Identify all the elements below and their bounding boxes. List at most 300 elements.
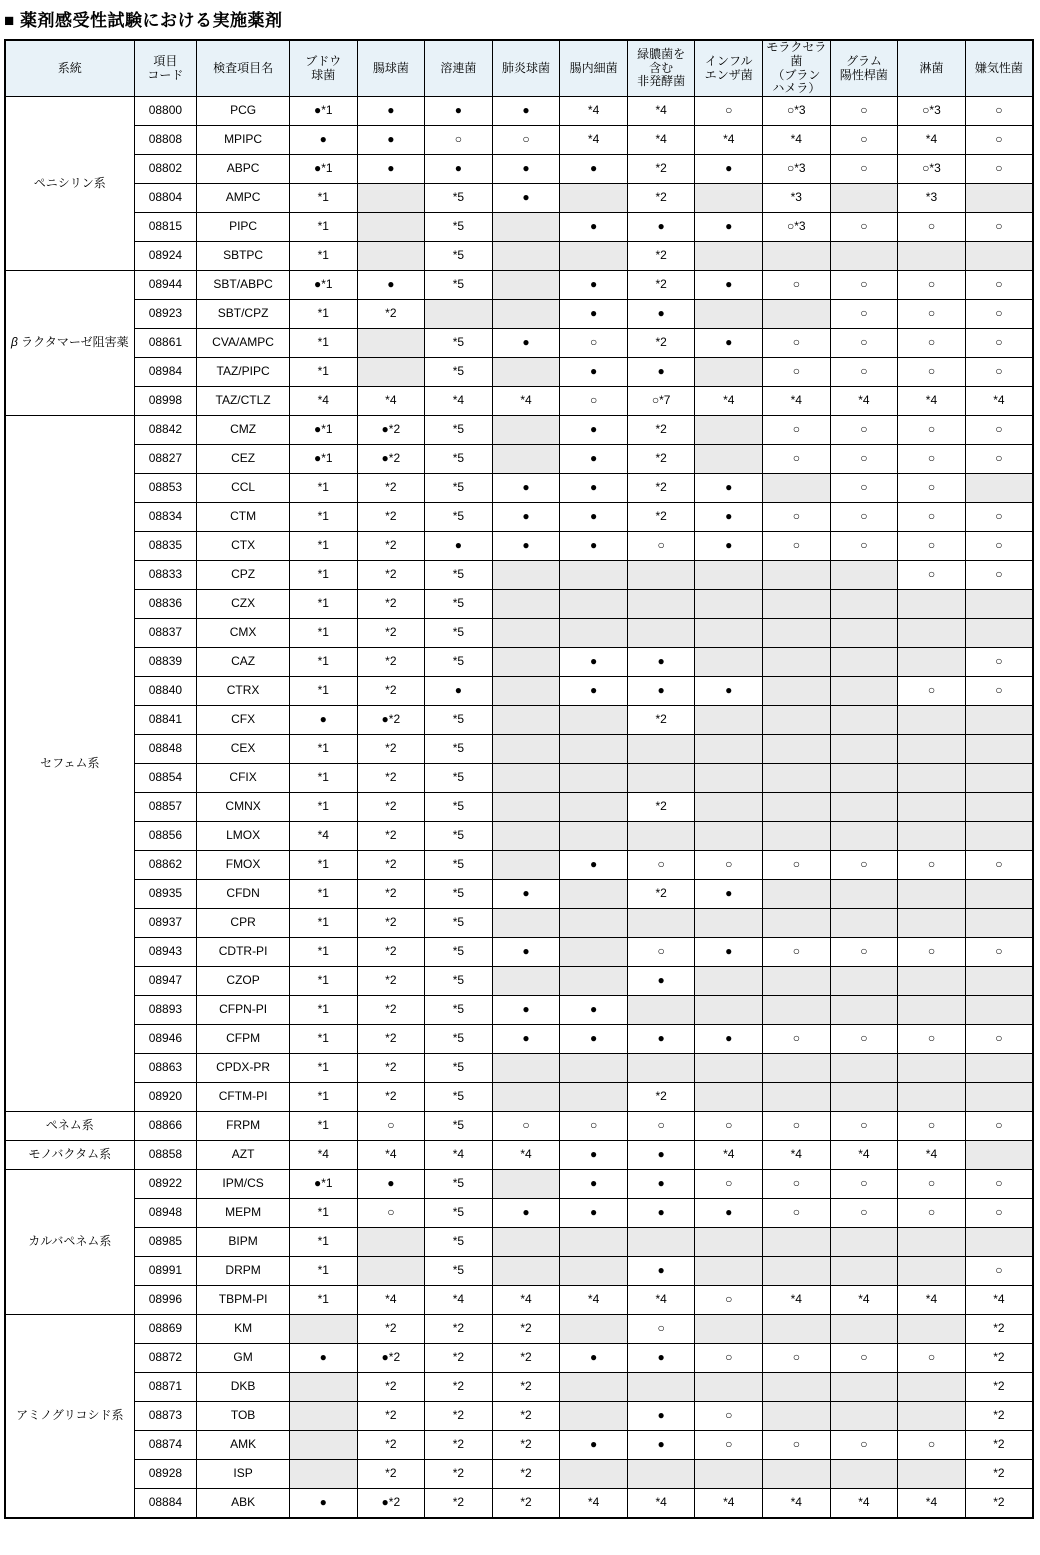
cell-value: *2 (357, 648, 425, 677)
cell-value: *4 (898, 1489, 966, 1518)
cell-value (695, 416, 763, 445)
cell-value: ○ (898, 1431, 966, 1460)
cell-value (898, 1257, 966, 1286)
cell-value: ● (492, 184, 560, 213)
table-row (5, 126, 1033, 155)
cell-value: *1 (289, 561, 357, 590)
cell-value: *4 (289, 387, 357, 416)
cell-value (492, 648, 560, 677)
cell-value: ○ (965, 213, 1033, 242)
cell-value: *5 (425, 561, 493, 590)
cell-value: *2 (965, 1402, 1033, 1431)
cell-item-code: 08858 (134, 1141, 197, 1170)
cell-value (560, 590, 628, 619)
cell-value (627, 735, 695, 764)
cell-value: *4 (695, 1489, 763, 1518)
cell-value (763, 793, 831, 822)
cell-value (830, 1257, 898, 1286)
cell-item-code: 08984 (134, 358, 197, 387)
cell-value: ● (695, 880, 763, 909)
cell-value: ○ (627, 938, 695, 967)
cell-value (763, 300, 831, 329)
cell-value (492, 561, 560, 590)
cell-item-code: 08884 (134, 1489, 197, 1518)
cell-value (830, 1402, 898, 1431)
cell-value (695, 1083, 763, 1112)
cell-value (695, 735, 763, 764)
column-header-enterococcus: 腸球菌 (357, 40, 425, 97)
table-row (5, 1344, 1033, 1373)
cell-value: ● (560, 1199, 628, 1228)
cell-value (830, 909, 898, 938)
cell-value: *4 (763, 1141, 831, 1170)
cell-test-name: IPM/CS (197, 1170, 290, 1199)
cell-item-code: 08804 (134, 184, 197, 213)
cell-value: *1 (289, 996, 357, 1025)
cell-value (357, 358, 425, 387)
cell-item-code: 08866 (134, 1112, 197, 1141)
cell-value: ● (289, 1489, 357, 1518)
cell-value: ●*2 (357, 416, 425, 445)
cell-value: *2 (627, 184, 695, 213)
cell-value (898, 242, 966, 271)
cell-value: *4 (560, 97, 628, 126)
cell-value (492, 1228, 560, 1257)
table-row (5, 1402, 1033, 1431)
cell-value (898, 1054, 966, 1083)
cell-value (492, 1170, 560, 1199)
cell-value: *1 (289, 851, 357, 880)
cell-value: *4 (627, 97, 695, 126)
cell-item-code: 08948 (134, 1199, 197, 1228)
cell-value: *1 (289, 677, 357, 706)
cell-value (357, 184, 425, 213)
cell-value: *5 (425, 706, 493, 735)
cell-value (965, 909, 1033, 938)
cell-value: ○ (763, 532, 831, 561)
cell-value: *2 (357, 1431, 425, 1460)
cell-value: *2 (357, 880, 425, 909)
cell-value: *2 (627, 445, 695, 474)
cell-value: ○ (965, 1257, 1033, 1286)
column-header-pseudomonas: 緑膿菌を 含む 非発酵菌 (627, 40, 695, 97)
cell-value (965, 1083, 1033, 1112)
table-row (5, 938, 1033, 967)
cell-value: ○ (898, 358, 966, 387)
cell-value: ○ (965, 329, 1033, 358)
cell-value: ○ (763, 271, 831, 300)
table-row (5, 1170, 1033, 1199)
cell-value: ○ (898, 416, 966, 445)
cell-value: *2 (357, 1373, 425, 1402)
cell-item-code: 08837 (134, 619, 197, 648)
cell-value: *4 (560, 1489, 628, 1518)
cell-value: *5 (425, 590, 493, 619)
cell-value: ○ (830, 474, 898, 503)
cell-value (695, 793, 763, 822)
cell-value: ○ (830, 300, 898, 329)
cell-value: *1 (289, 474, 357, 503)
cell-value: *5 (425, 938, 493, 967)
cell-test-name: CZX (197, 590, 290, 619)
cell-value (492, 271, 560, 300)
cell-value: ○ (560, 1112, 628, 1141)
cell-value: *5 (425, 619, 493, 648)
cell-value: ● (627, 1431, 695, 1460)
cell-value (492, 1054, 560, 1083)
cell-value (965, 1054, 1033, 1083)
cell-value: ●*2 (357, 706, 425, 735)
cell-test-name: SBT/CPZ (197, 300, 290, 329)
cell-value: ○ (898, 1170, 966, 1199)
cell-item-code: 08841 (134, 706, 197, 735)
cell-item-code: 08923 (134, 300, 197, 329)
cell-value: ○ (965, 1199, 1033, 1228)
cell-value (560, 1083, 628, 1112)
cell-value: ● (695, 213, 763, 242)
cell-value (695, 1228, 763, 1257)
cell-item-code: 08839 (134, 648, 197, 677)
cell-value: ○*3 (898, 155, 966, 184)
cell-value (763, 764, 831, 793)
cell-value: *2 (425, 1315, 493, 1344)
cell-value: ○ (898, 300, 966, 329)
cell-value: ○ (965, 1112, 1033, 1141)
cell-value (763, 1054, 831, 1083)
cell-value (763, 677, 831, 706)
cell-value: ○ (627, 1315, 695, 1344)
cell-value: ○ (898, 445, 966, 474)
cell-value: *4 (357, 1286, 425, 1315)
cell-value: *2 (357, 561, 425, 590)
cell-value (898, 735, 966, 764)
cell-value: ○ (830, 1112, 898, 1141)
cell-value (627, 619, 695, 648)
cell-value: ●*2 (357, 445, 425, 474)
cell-value: *2 (357, 909, 425, 938)
cell-value: ○ (627, 532, 695, 561)
cell-value: ● (695, 1025, 763, 1054)
cell-value (492, 213, 560, 242)
cell-item-code: 08815 (134, 213, 197, 242)
cell-value: *4 (357, 1141, 425, 1170)
table-row (5, 619, 1033, 648)
cell-test-name: CVA/AMPC (197, 329, 290, 358)
cell-value: ○ (830, 532, 898, 561)
cell-value (763, 1460, 831, 1489)
cell-value (492, 909, 560, 938)
cell-value (763, 706, 831, 735)
cell-value: *4 (830, 1489, 898, 1518)
cell-value: *2 (965, 1489, 1033, 1518)
cell-test-name: CCL (197, 474, 290, 503)
table-row (5, 1315, 1033, 1344)
cell-value (898, 1402, 966, 1431)
cell-value (965, 1141, 1033, 1170)
cell-value: *5 (425, 793, 493, 822)
cell-value: ● (695, 271, 763, 300)
cell-value (695, 909, 763, 938)
column-header-streptococcus: 溶連菌 (425, 40, 493, 97)
cell-value: *2 (425, 1460, 493, 1489)
cell-value (763, 1083, 831, 1112)
table-row (5, 1112, 1033, 1141)
cell-value: *5 (425, 213, 493, 242)
cell-value: *4 (763, 1489, 831, 1518)
cell-value (763, 1228, 831, 1257)
cell-value: *4 (289, 822, 357, 851)
cell-value (830, 1373, 898, 1402)
cell-value (695, 706, 763, 735)
cell-value: *1 (289, 938, 357, 967)
cell-value: *2 (357, 938, 425, 967)
cell-test-name: TAZ/PIPC (197, 358, 290, 387)
cell-value: ○ (492, 126, 560, 155)
cell-value: *2 (357, 590, 425, 619)
cell-value (830, 1083, 898, 1112)
cell-value: *1 (289, 735, 357, 764)
cell-test-name: CFDN (197, 880, 290, 909)
cell-value: *2 (357, 793, 425, 822)
cell-test-name: PCG (197, 97, 290, 126)
cell-value (695, 619, 763, 648)
column-header-haemophilus: インフル エンザ菌 (695, 40, 763, 97)
cell-value: ●*1 (289, 271, 357, 300)
cell-value: ○ (560, 329, 628, 358)
cell-value: *5 (425, 880, 493, 909)
cell-value: ○ (695, 1170, 763, 1199)
cell-system: カルバペネム系 (5, 1170, 134, 1315)
table-row (5, 706, 1033, 735)
cell-value: ● (627, 1170, 695, 1199)
cell-test-name: AMPC (197, 184, 290, 213)
cell-item-code: 08862 (134, 851, 197, 880)
cell-value (830, 561, 898, 590)
cell-value (560, 619, 628, 648)
cell-value (627, 1460, 695, 1489)
cell-value (492, 851, 560, 880)
cell-value: ○ (695, 97, 763, 126)
cell-value: *5 (425, 503, 493, 532)
cell-value (627, 996, 695, 1025)
column-header-anaerobes: 嫌気性菌 (965, 40, 1033, 97)
cell-value: ● (492, 938, 560, 967)
column-header-code: 項目 コード (134, 40, 197, 97)
cell-value: ● (492, 880, 560, 909)
cell-value: *2 (627, 416, 695, 445)
cell-item-code: 08800 (134, 97, 197, 126)
cell-value: *4 (763, 387, 831, 416)
table-row (5, 1083, 1033, 1112)
table-row (5, 648, 1033, 677)
cell-value (763, 822, 831, 851)
cell-value: *1 (289, 1083, 357, 1112)
cell-test-name: DKB (197, 1373, 290, 1402)
cell-value: ●*2 (357, 1489, 425, 1518)
cell-value: ● (695, 329, 763, 358)
cell-value: ○ (830, 126, 898, 155)
cell-value: ○ (898, 1344, 966, 1373)
cell-value: ● (627, 358, 695, 387)
cell-value: ○ (695, 1402, 763, 1431)
cell-value (898, 1083, 966, 1112)
cell-value: ● (560, 503, 628, 532)
cell-value: ● (492, 474, 560, 503)
cell-value: ○ (830, 329, 898, 358)
cell-value: *4 (830, 1286, 898, 1315)
cell-item-code: 08808 (134, 126, 197, 155)
cell-test-name: ABK (197, 1489, 290, 1518)
cell-value (830, 967, 898, 996)
cell-value: ○ (965, 126, 1033, 155)
table-row (5, 474, 1033, 503)
table-row (5, 735, 1033, 764)
cell-value (627, 1228, 695, 1257)
cell-value (560, 706, 628, 735)
cell-test-name: FRPM (197, 1112, 290, 1141)
cell-test-name: CMZ (197, 416, 290, 445)
cell-value (898, 706, 966, 735)
cell-test-name: CTRX (197, 677, 290, 706)
cell-value: *5 (425, 967, 493, 996)
cell-test-name: AZT (197, 1141, 290, 1170)
cell-item-code: 08871 (134, 1373, 197, 1402)
cell-value: *5 (425, 416, 493, 445)
cell-value (763, 1315, 831, 1344)
cell-value: ● (425, 97, 493, 126)
cell-value: *2 (492, 1315, 560, 1344)
cell-value (898, 1228, 966, 1257)
cell-value: *2 (627, 155, 695, 184)
table-row (5, 358, 1033, 387)
cell-value (830, 880, 898, 909)
cell-value: *1 (289, 242, 357, 271)
cell-value: ● (627, 1025, 695, 1054)
cell-value: ○ (763, 503, 831, 532)
cell-value: *2 (965, 1344, 1033, 1373)
cell-value: *4 (763, 1286, 831, 1315)
cell-test-name: CFX (197, 706, 290, 735)
cell-value: *4 (492, 387, 560, 416)
cell-value: ○ (898, 1199, 966, 1228)
cell-value (560, 561, 628, 590)
cell-value (492, 300, 560, 329)
cell-value (492, 358, 560, 387)
cell-value: *4 (627, 126, 695, 155)
cell-value: ● (357, 97, 425, 126)
cell-value (560, 1315, 628, 1344)
table-row (5, 271, 1033, 300)
cell-value: ● (695, 503, 763, 532)
cell-value: ○ (763, 1431, 831, 1460)
cell-test-name: TOB (197, 1402, 290, 1431)
cell-value: ● (492, 1025, 560, 1054)
cell-value: *5 (425, 909, 493, 938)
cell-value (695, 967, 763, 996)
cell-value: *4 (965, 1286, 1033, 1315)
cell-test-name: PIPC (197, 213, 290, 242)
cell-value: *2 (627, 271, 695, 300)
cell-value: ○ (763, 416, 831, 445)
cell-value (965, 1228, 1033, 1257)
cell-value (965, 967, 1033, 996)
cell-item-code: 08863 (134, 1054, 197, 1083)
cell-value: ○ (763, 1025, 831, 1054)
cell-value: ○ (898, 561, 966, 590)
cell-value: *1 (289, 213, 357, 242)
cell-value: *2 (357, 735, 425, 764)
cell-item-code: 08833 (134, 561, 197, 590)
table-row (5, 97, 1033, 126)
cell-value (560, 1460, 628, 1489)
table-row (5, 561, 1033, 590)
cell-test-name: CPR (197, 909, 290, 938)
cell-value (763, 1257, 831, 1286)
cell-value: ●*1 (289, 445, 357, 474)
cell-value (560, 1257, 628, 1286)
table-row (5, 1431, 1033, 1460)
cell-value: ○ (627, 851, 695, 880)
cell-value (492, 416, 560, 445)
cell-test-name: GM (197, 1344, 290, 1373)
table-row (5, 677, 1033, 706)
cell-value (763, 619, 831, 648)
cell-value (898, 909, 966, 938)
table-row (5, 880, 1033, 909)
cell-value: ●*1 (289, 155, 357, 184)
cell-value: *1 (289, 793, 357, 822)
cell-value: ● (560, 1141, 628, 1170)
cell-item-code: 08937 (134, 909, 197, 938)
cell-test-name: ISP (197, 1460, 290, 1489)
cell-value: ● (560, 1170, 628, 1199)
cell-value: ○ (965, 648, 1033, 677)
page-title: ■ 薬剤感受性試験における実施薬剤 (4, 11, 283, 30)
cell-value: *1 (289, 909, 357, 938)
cell-value: ○*7 (627, 387, 695, 416)
cell-value: ○ (830, 155, 898, 184)
cell-value: ○ (695, 851, 763, 880)
cell-item-code: 08869 (134, 1315, 197, 1344)
cell-item-code: 08854 (134, 764, 197, 793)
cell-value: ○ (763, 358, 831, 387)
cell-value (830, 764, 898, 793)
cell-value: ● (560, 677, 628, 706)
cell-value: *1 (289, 1257, 357, 1286)
cell-value (492, 677, 560, 706)
cell-value: ○ (965, 1170, 1033, 1199)
cell-value: *2 (425, 1344, 493, 1373)
cell-value: ○ (965, 561, 1033, 590)
cell-value: ○ (898, 213, 966, 242)
cell-value (560, 822, 628, 851)
cell-test-name: CFPN-PI (197, 996, 290, 1025)
cell-test-name: KM (197, 1315, 290, 1344)
table-row (5, 329, 1033, 358)
cell-value: ○ (763, 1170, 831, 1199)
cell-value: ○ (965, 416, 1033, 445)
cell-value: ○ (830, 1025, 898, 1054)
cell-value (560, 764, 628, 793)
cell-value: *5 (425, 764, 493, 793)
cell-value (830, 706, 898, 735)
cell-value: *4 (830, 1141, 898, 1170)
cell-value (560, 1402, 628, 1431)
cell-test-name: CTM (197, 503, 290, 532)
cell-value: *4 (425, 1141, 493, 1170)
cell-value (492, 793, 560, 822)
cell-item-code: 08893 (134, 996, 197, 1025)
